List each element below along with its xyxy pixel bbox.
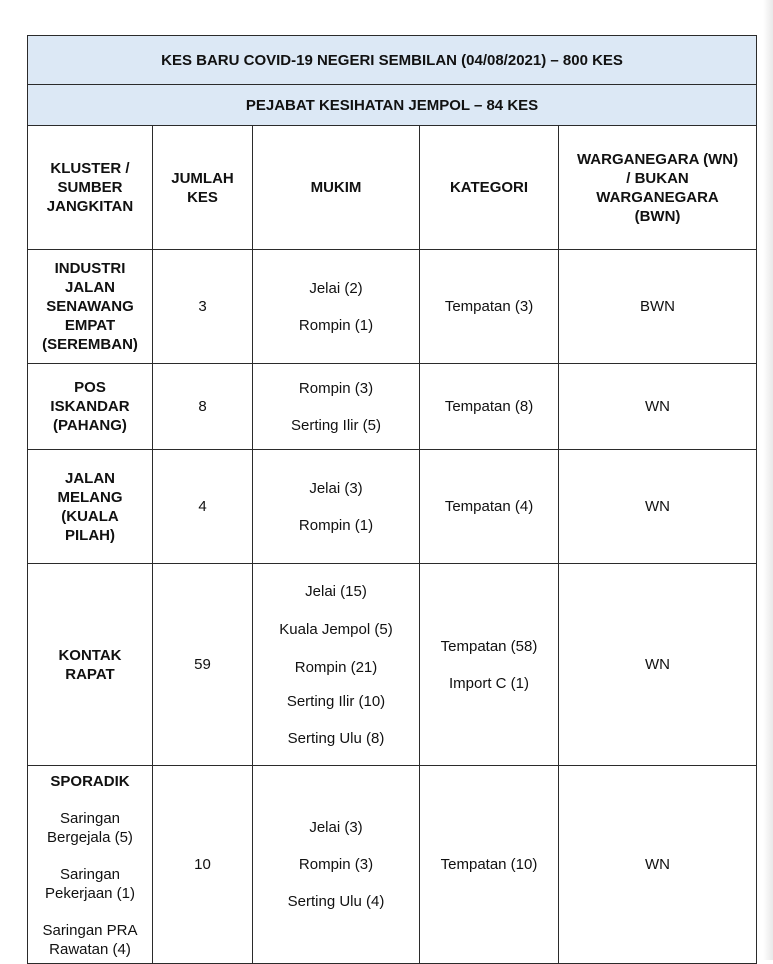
- header-row: [28, 126, 757, 250]
- kategori-cell: Tempatan (3): [420, 250, 559, 364]
- kluster-cell: KONTAK RAPAT: [28, 564, 153, 766]
- mukim-cell: Jelai (15) Kuala Jempol (5) Rompin (21) Serting Ilir (10) Serting Ulu (8): [253, 564, 420, 766]
- kluster-cell: JALAN MELANG (KUALA PILAH): [28, 450, 153, 564]
- wn-cell: BWN: [559, 250, 757, 364]
- table-title: KES BARU COVID-19 NEGERI SEMBILAN (04/08/2021) – 800 KES: [28, 36, 757, 85]
- wn-cell: WN: [559, 450, 757, 564]
- header-kategori: KATEGORI: [420, 126, 559, 250]
- table-row: [28, 564, 757, 766]
- jumlah-cell: 59: [153, 564, 253, 766]
- table-row: [28, 250, 757, 364]
- mukim-cell: Jelai (3) Rompin (1): [253, 450, 420, 564]
- jumlah-cell: 10: [153, 766, 253, 964]
- header-kluster: KLUSTER / SUMBER JANGKITAN: [28, 126, 153, 250]
- wn-cell: WN: [559, 766, 757, 964]
- kategori-cell: Tempatan (58) Import C (1): [420, 564, 559, 766]
- jumlah-cell: 3: [153, 250, 253, 364]
- jumlah-cell: 8: [153, 364, 253, 450]
- kluster-cell: POS ISKANDAR (PAHANG): [28, 364, 153, 450]
- jumlah-cell: 4: [153, 450, 253, 564]
- kluster-cell: INDUSTRI JALAN SENAWANG EMPAT (SEREMBAN): [28, 250, 153, 364]
- table-row: [28, 364, 757, 450]
- mukim-cell: Jelai (3) Rompin (3) Serting Ulu (4): [253, 766, 420, 964]
- mukim-cell: Rompin (3) Serting Ilir (5): [253, 364, 420, 450]
- wn-cell: WN: [559, 564, 757, 766]
- table-subtitle: PEJABAT KESIHATAN JEMPOL – 84 KES: [28, 85, 757, 126]
- table-row: [28, 450, 757, 564]
- wn-cell: WN: [559, 364, 757, 450]
- kluster-cell: SPORADIK Saringan Bergejala (5) Saringan Pekerjaan (1) Saringan PRA Rawatan (4): [28, 766, 153, 964]
- sporadik-title: SPORADIK: [50, 773, 130, 790]
- header-jumlah-kes: JUMLAH KES: [153, 126, 253, 250]
- table-row: [28, 766, 757, 964]
- mukim-cell: Jelai (2) Rompin (1): [253, 250, 420, 364]
- kategori-cell: Tempatan (8): [420, 364, 559, 450]
- header-mukim: MUKIM: [253, 126, 420, 250]
- kategori-cell: Tempatan (4): [420, 450, 559, 564]
- page-edge-shadow: [763, 0, 773, 960]
- covid-cases-table: [27, 35, 757, 964]
- header-warganegara: WARGANEGARA (WN) / BUKAN WARGANEGARA (BWN): [559, 126, 757, 250]
- kategori-cell: Tempatan (10): [420, 766, 559, 964]
